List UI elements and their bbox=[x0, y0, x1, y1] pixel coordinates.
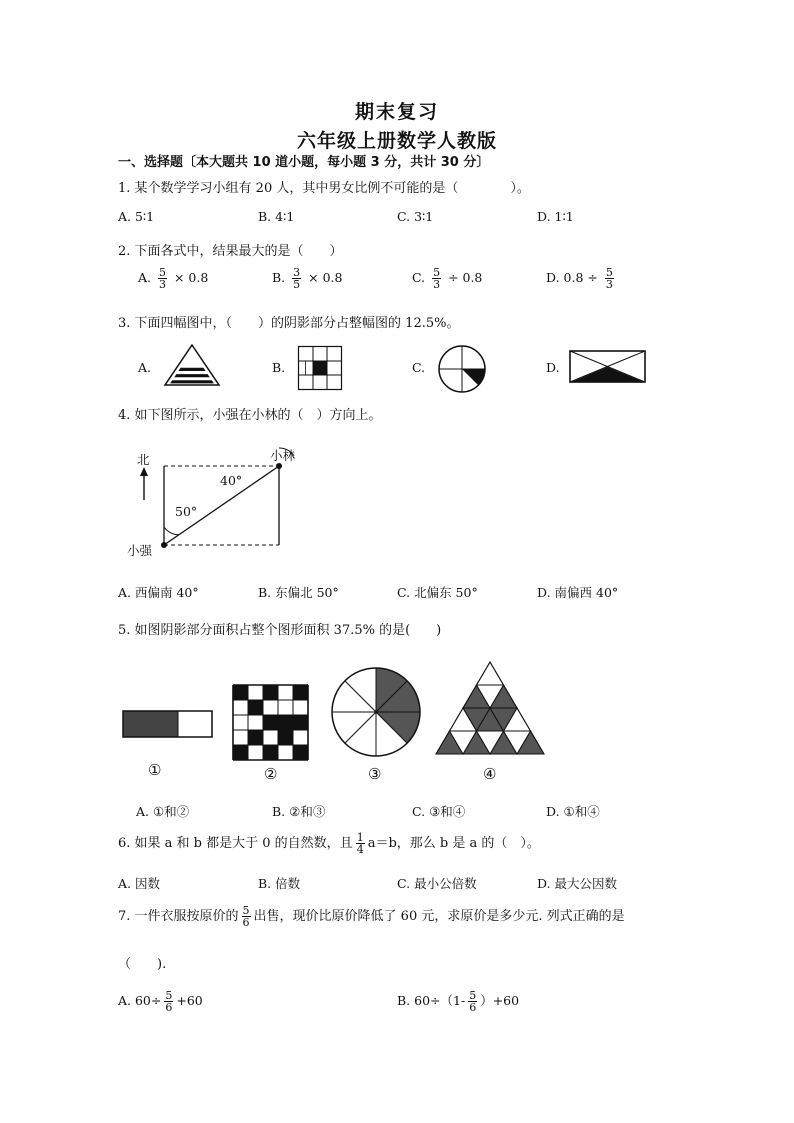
expression: × 0.8 bbox=[173, 270, 209, 285]
q6-option-b[interactable]: B. 倍数 bbox=[258, 876, 301, 891]
xiaoqiang-label: 小强 bbox=[127, 543, 153, 558]
fraction: $\frac{5}{6}$ bbox=[242, 904, 250, 929]
q3-label-d[interactable]: D. bbox=[546, 360, 560, 375]
fraction: $\frac{5}{3}$ bbox=[433, 266, 441, 291]
q5-option-c[interactable]: C. ③和④ bbox=[412, 804, 466, 819]
q5-option-a[interactable]: A. ①和② bbox=[136, 804, 190, 819]
q4-option-b[interactable]: B. 东偏北 50° bbox=[258, 585, 339, 600]
page-title: 期末复习 bbox=[354, 101, 439, 123]
question-7-text: 7. 一件衣服按原价的 $\frac{5}{6}$ 出售，现价比原价降低了 60 元，求原价是多少元. 列式正确的是 bbox=[118, 904, 625, 929]
question-5-text: 5. 如图阴影部分面积占整个图形面积 37.5% 的是( ) bbox=[118, 623, 442, 638]
page-subtitle: 六年级上册数学人教版 bbox=[296, 130, 497, 152]
q4-option-a[interactable]: A. 西偏南 40° bbox=[118, 585, 199, 600]
fraction: $\frac{3}{5}$ bbox=[293, 266, 301, 291]
q3-figure-a-striped-triangle bbox=[164, 344, 220, 386]
q5-option-d[interactable]: D. ①和④ bbox=[546, 804, 600, 819]
q3-figure-c-circle bbox=[437, 344, 487, 394]
option-label: A. bbox=[138, 270, 152, 285]
q2-option-d[interactable] bbox=[546, 267, 617, 290]
q5-figure-label-1: ① bbox=[148, 761, 162, 779]
angle-40-label: 40° bbox=[220, 473, 243, 488]
option-label: D. 0.8 ÷ bbox=[546, 270, 598, 285]
fraction: $\frac{5}{6}$ bbox=[469, 989, 477, 1014]
fraction: $\frac{1}{4}$ bbox=[356, 831, 364, 856]
q3-label-b[interactable]: B. bbox=[272, 360, 286, 375]
q2-option-c[interactable] bbox=[412, 267, 482, 290]
q5-figure-3-circle bbox=[330, 666, 422, 758]
q1-option-b[interactable]: B. 4∶1 bbox=[258, 209, 295, 224]
q1-option-d[interactable]: D. 1∶1 bbox=[537, 209, 574, 224]
question-2-text: 2. 下面各式中，结果最大的是（ ） bbox=[118, 244, 343, 259]
q2-option-a[interactable] bbox=[138, 267, 208, 290]
q3-figure-b-grid bbox=[298, 346, 343, 391]
question-1-text: 1. 某个数学学习小组有 20 人，其中男女比例不可能的是（ ）。 bbox=[118, 181, 530, 196]
q6-option-a[interactable]: A. 因数 bbox=[118, 876, 160, 891]
q4-option-c[interactable]: C. 北偏东 50° bbox=[397, 585, 478, 600]
q7-option-b[interactable]: B. 60÷（1- $\frac{5}{6}$ ）+60 bbox=[397, 989, 520, 1014]
question-3-text: 3. 下面四幅图中，（ ）的阴影部分占整幅图的 12.5%。 bbox=[118, 316, 460, 331]
fraction: $\frac{5}{3}$ bbox=[605, 266, 613, 291]
q5-option-b[interactable]: B. ②和③ bbox=[272, 804, 326, 819]
angle-50-label: 50° bbox=[175, 504, 198, 519]
q2-option-b[interactable] bbox=[272, 267, 342, 290]
q6-option-c[interactable]: C. 最小公倍数 bbox=[397, 876, 477, 891]
option-label: C. bbox=[412, 270, 426, 285]
option-label: B. bbox=[272, 270, 286, 285]
q3-figure-d-rectangle bbox=[569, 350, 647, 384]
q1-option-c[interactable]: C. 3∶1 bbox=[397, 209, 434, 224]
q5-figure-1-bar bbox=[122, 710, 214, 738]
q5-figure-label-4: ④ bbox=[483, 765, 497, 783]
q5-figure-label-2: ② bbox=[264, 765, 278, 783]
q1-option-a[interactable]: A. 5∶1 bbox=[118, 209, 155, 224]
question-6-text: 6. 如果 a 和 b 都是大于 0 的自然数，且 $\frac{1}{4}$ a＝b，那么 b 是 a 的（ ）。 bbox=[118, 831, 540, 856]
fraction: $\frac{5}{3}$ bbox=[159, 266, 166, 291]
q4-option-d[interactable]: D. 南偏西 40° bbox=[537, 585, 619, 600]
fraction: $\frac{5}{6}$ bbox=[165, 989, 173, 1014]
q5-figure-2-grid bbox=[232, 684, 310, 762]
xiaolin-label: 小林 bbox=[270, 448, 296, 463]
expression: ÷ 0.8 bbox=[448, 270, 483, 285]
q7-option-a[interactable]: A. 60÷ $\frac{5}{6}$ +60 bbox=[118, 989, 203, 1014]
question-4-text: 4. 如下图所示，小强在小林的（ ）方向上。 bbox=[118, 408, 382, 423]
q3-label-a[interactable]: A. bbox=[138, 360, 152, 375]
q5-figure-4-triangle bbox=[436, 660, 546, 754]
q7-answer-blank[interactable]: （ ). bbox=[118, 957, 167, 972]
q5-figure-label-3: ③ bbox=[368, 765, 382, 783]
q3-label-c[interactable]: C. bbox=[412, 360, 426, 375]
section-heading: 一、选择题〔本大题共 10 道小题，每小题 3 分，共计 30 分〕 bbox=[118, 155, 490, 170]
q6-option-d[interactable]: D. 最大公因数 bbox=[537, 876, 618, 891]
north-label: 北 bbox=[137, 452, 150, 467]
expression: × 0.8 bbox=[308, 270, 343, 285]
